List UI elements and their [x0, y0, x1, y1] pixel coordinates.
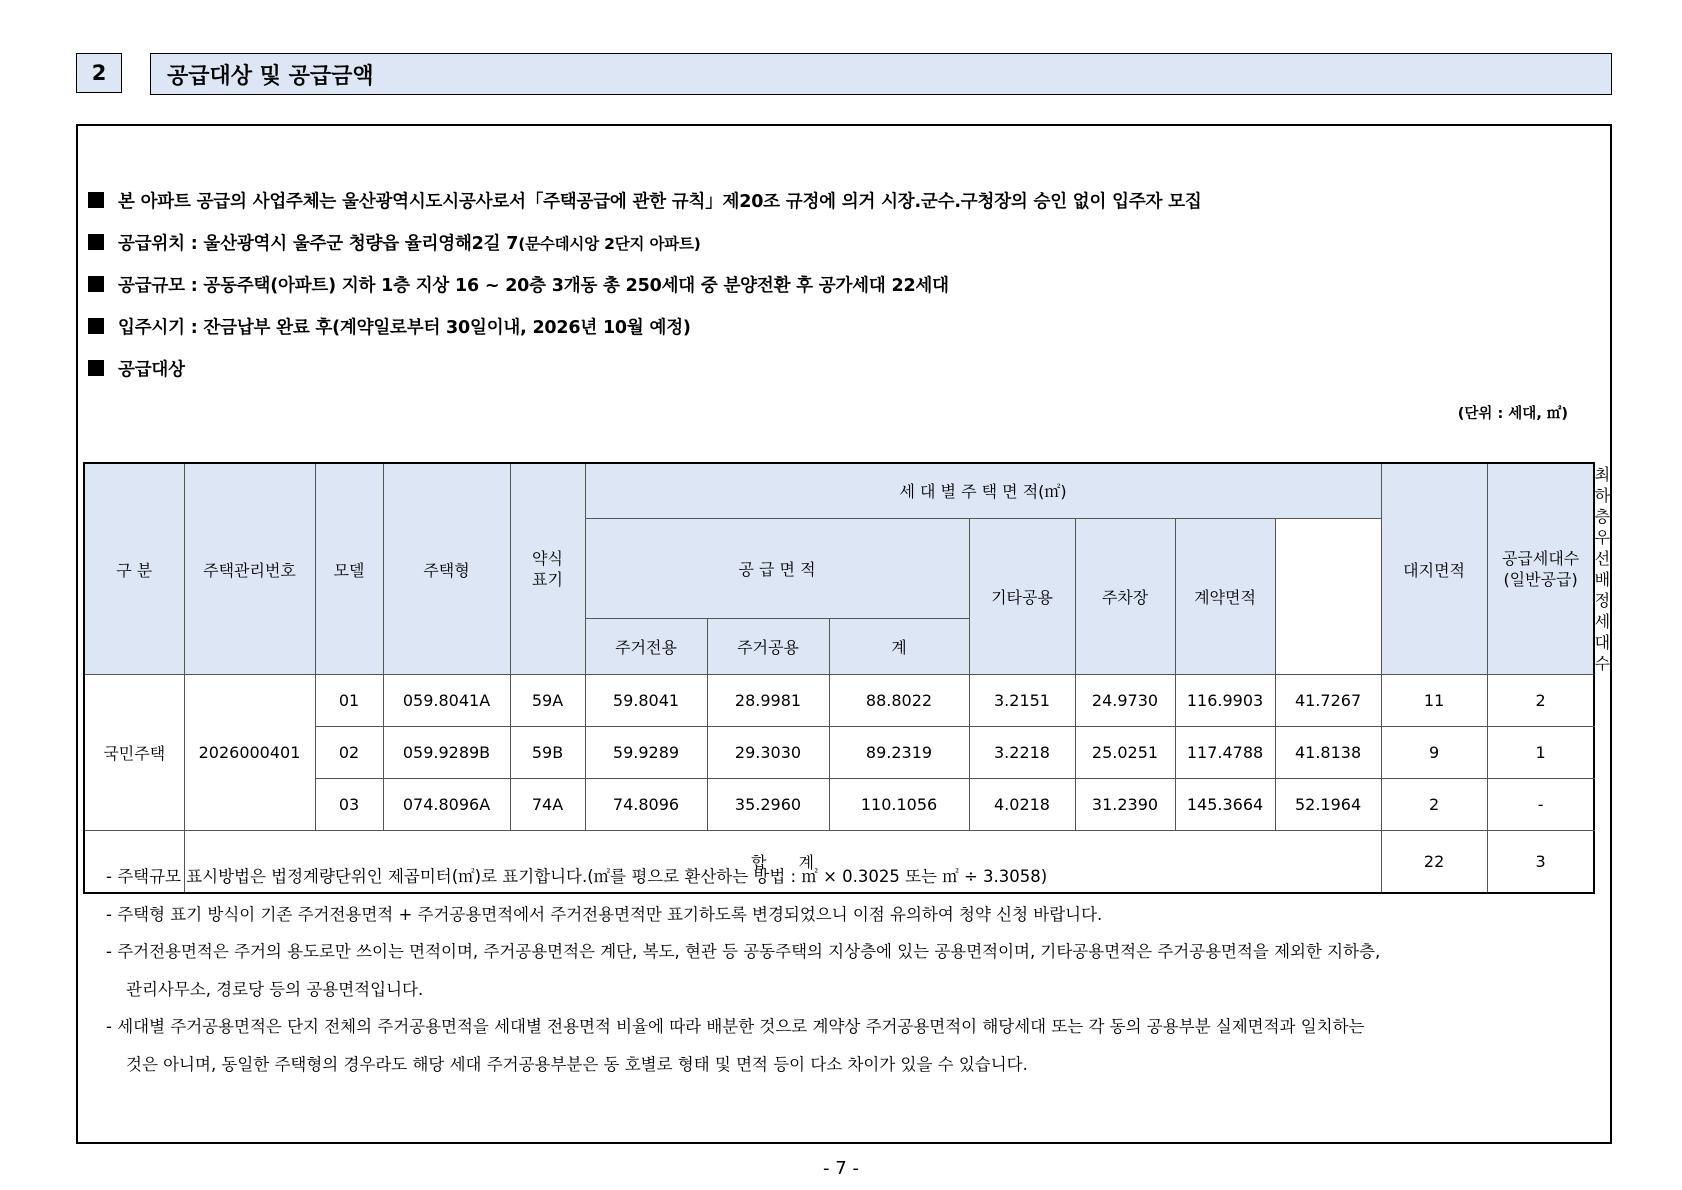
bullet-item: 입주시기 : 잔금납부 완료 후(계약일로부터 30일이내, 2026년 10월 예정)	[88, 314, 691, 339]
total-label: 합 계	[184, 831, 1381, 893]
header-abbr: 약식 표기	[510, 463, 585, 675]
header-exclusive: 주거전용	[585, 619, 707, 675]
category-cell: 국민주택	[84, 675, 184, 831]
model-cell: 03	[315, 779, 383, 831]
content-frame	[76, 124, 1612, 1144]
subtotal-cell: 110.1056	[829, 779, 969, 831]
header-common: 주거공용	[707, 619, 829, 675]
other-common-cell: 3.2218	[969, 727, 1075, 779]
bullet-item: 공급위치 : 울산광역시 울주군 청량읍 율리영해2길 7(문수데시앙 2단지 아파트)	[88, 230, 701, 255]
land-area-cell: 41.7267	[1275, 675, 1381, 727]
page-number: - 7 -	[823, 1158, 859, 1179]
subtotal-cell: 89.2319	[829, 727, 969, 779]
supply-table: 구 분 주택관리번호 모델 주택형 약식 표기 세 대 별 주 택 면 적(㎡) 대지면적 공급세대수 (일반공급) 최하층 우선배정 세대수 공 급 면 적 기타공용 주차장 계약면적 주거전용 주거공용 계 국민주택 2026000401 01 059.8041A 59A 59.8041 28.9981 88.8022 3.2151 24.9730 116.9903 41.7267 11 2 02 059.9289B 59B 59.9289 29.3030 89.2319 3.2218 25.0251 117.4788 41.8138 9 1 03 074.8096A 74A 74.8096 35.2960 110.1056 4.0218 31.2390 145.3664 52.1964 2 - 합 계 22 3	[83, 462, 1595, 894]
supply-count-cell: 9	[1381, 727, 1487, 779]
header-mgmt-no: 주택관리번호	[184, 463, 315, 675]
parking-cell: 31.2390	[1075, 779, 1175, 831]
header-parking: 주차장	[1075, 518, 1175, 675]
square-bullet-icon	[88, 276, 104, 292]
supply-count-cell: 2	[1381, 779, 1487, 831]
header-contract-area: 계약면적	[1175, 518, 1275, 675]
abbr-cell: 59B	[510, 727, 585, 779]
land-area-cell: 41.8138	[1275, 727, 1381, 779]
land-area-cell: 52.1964	[1275, 779, 1381, 831]
table-row	[84, 675, 1594, 727]
exclusive-cell: 74.8096	[585, 779, 707, 831]
square-bullet-icon	[88, 192, 104, 208]
note-line: 것은 아니며, 동일한 주택형의 경우라도 해당 세대 주거공용부분은 동 호별로 형태 및 면적 등이 다소 차이가 있을 수 있습니다.	[126, 1054, 1028, 1074]
note-line: - 세대별 주거공용면적은 단지 전체의 주거공용면적을 세대별 전용면적 비율에 따라 배분한 것으로 계약상 주거공용면적이 해당세대 또는 각 동의 공용부분 실제면적과 일치하는	[106, 1017, 1365, 1036]
bullet-item: 공급규모 : 공동주택(아파트) 지하 1층 지상 16 ~ 20층 3개동 총 250세대 중 분양전환 후 공가세대 22세대	[88, 272, 949, 297]
subtotal-cell: 88.8022	[829, 675, 969, 727]
other-common-cell: 4.0218	[969, 779, 1075, 831]
header-category: 구 분	[84, 463, 184, 675]
header-other-common: 기타공용	[969, 518, 1075, 675]
house-type-cell: 059.9289B	[383, 727, 510, 779]
total-low-floor: 3	[1487, 831, 1594, 893]
header-model: 모델	[315, 463, 383, 675]
low-floor-cell: 2	[1487, 675, 1594, 727]
abbr-cell: 74A	[510, 779, 585, 831]
exclusive-cell: 59.9289	[585, 727, 707, 779]
note-line: 관리사무소, 경로당 등의 공용면적입니다.	[126, 979, 424, 999]
contract-area-cell: 117.4788	[1175, 727, 1275, 779]
note-line: - 주거전용면적은 주거의 용도로만 쓰이는 면적이며, 주거공용면적은 계단, 복도, 현관 등 공동주택의 지상층에 있는 공용면적이며, 기타공용면적은 주거공용면적을 제외한 지하층,	[106, 942, 1381, 961]
other-common-cell: 3.2151	[969, 675, 1075, 727]
low-floor-cell: -	[1487, 779, 1594, 831]
header-area-group: 세 대 별 주 택 면 적(㎡)	[585, 463, 1381, 518]
model-cell: 01	[315, 675, 383, 727]
bullet-item: 본 아파트 공급의 사업주체는 울산광역시도시공사로서「주택공급에 관한 규칙」제20조 규정에 의거 시장.군수.구청장의 승인 없이 입주자 모집	[88, 188, 1202, 213]
house-type-cell: 074.8096A	[383, 779, 510, 831]
header-house-type: 주택형	[383, 463, 510, 675]
square-bullet-icon	[88, 360, 104, 376]
square-bullet-icon	[88, 318, 104, 334]
common-cell: 35.2960	[707, 779, 829, 831]
header-subtotal: 계	[829, 619, 969, 675]
contract-area-cell: 116.9903	[1175, 675, 1275, 727]
low-floor-cell: 1	[1487, 727, 1594, 779]
parking-cell: 24.9730	[1075, 675, 1175, 727]
contract-area-cell: 145.3664	[1175, 779, 1275, 831]
header-supply-count: 공급세대수 (일반공급)	[1487, 463, 1594, 675]
unit-note: (단위 : 세대, ㎡)	[1457, 406, 1568, 422]
parking-cell: 25.0251	[1075, 727, 1175, 779]
common-cell: 29.3030	[707, 727, 829, 779]
common-cell: 28.9981	[707, 675, 829, 727]
section-number: 2	[76, 53, 122, 93]
notes	[106, 858, 1596, 1083]
square-bullet-icon	[88, 234, 104, 250]
total-supply-count: 22	[1381, 831, 1487, 893]
house-type-cell: 059.8041A	[383, 675, 510, 727]
mgmt-no-cell: 2026000401	[184, 675, 315, 831]
supply-count-cell: 11	[1381, 675, 1487, 727]
exclusive-cell: 59.8041	[585, 675, 707, 727]
abbr-cell: 59A	[510, 675, 585, 727]
bullet-item: 공급대상	[88, 356, 185, 381]
section-title: 공급대상 및 공급금액	[150, 53, 1612, 95]
note-line: - 주택형 표기 방식이 기존 주거전용면적 + 주거공용면적에서 주거전용면적만 표기하도록 변경되었으니 이점 유의하여 청약 신청 바랍니다.	[106, 904, 1103, 924]
model-cell: 02	[315, 727, 383, 779]
header-land-area: 대지면적	[1381, 463, 1487, 675]
note-line: - 주택규모 표시방법은 법정계량단위인 제곱미터(㎡)로 표기합니다.(㎡를 평으로 환산하는 방법 : ㎡ × 0.3025 또는 ㎡ ÷ 3.3058)	[106, 867, 1048, 886]
header-supply-area: 공 급 면 적	[585, 518, 969, 619]
